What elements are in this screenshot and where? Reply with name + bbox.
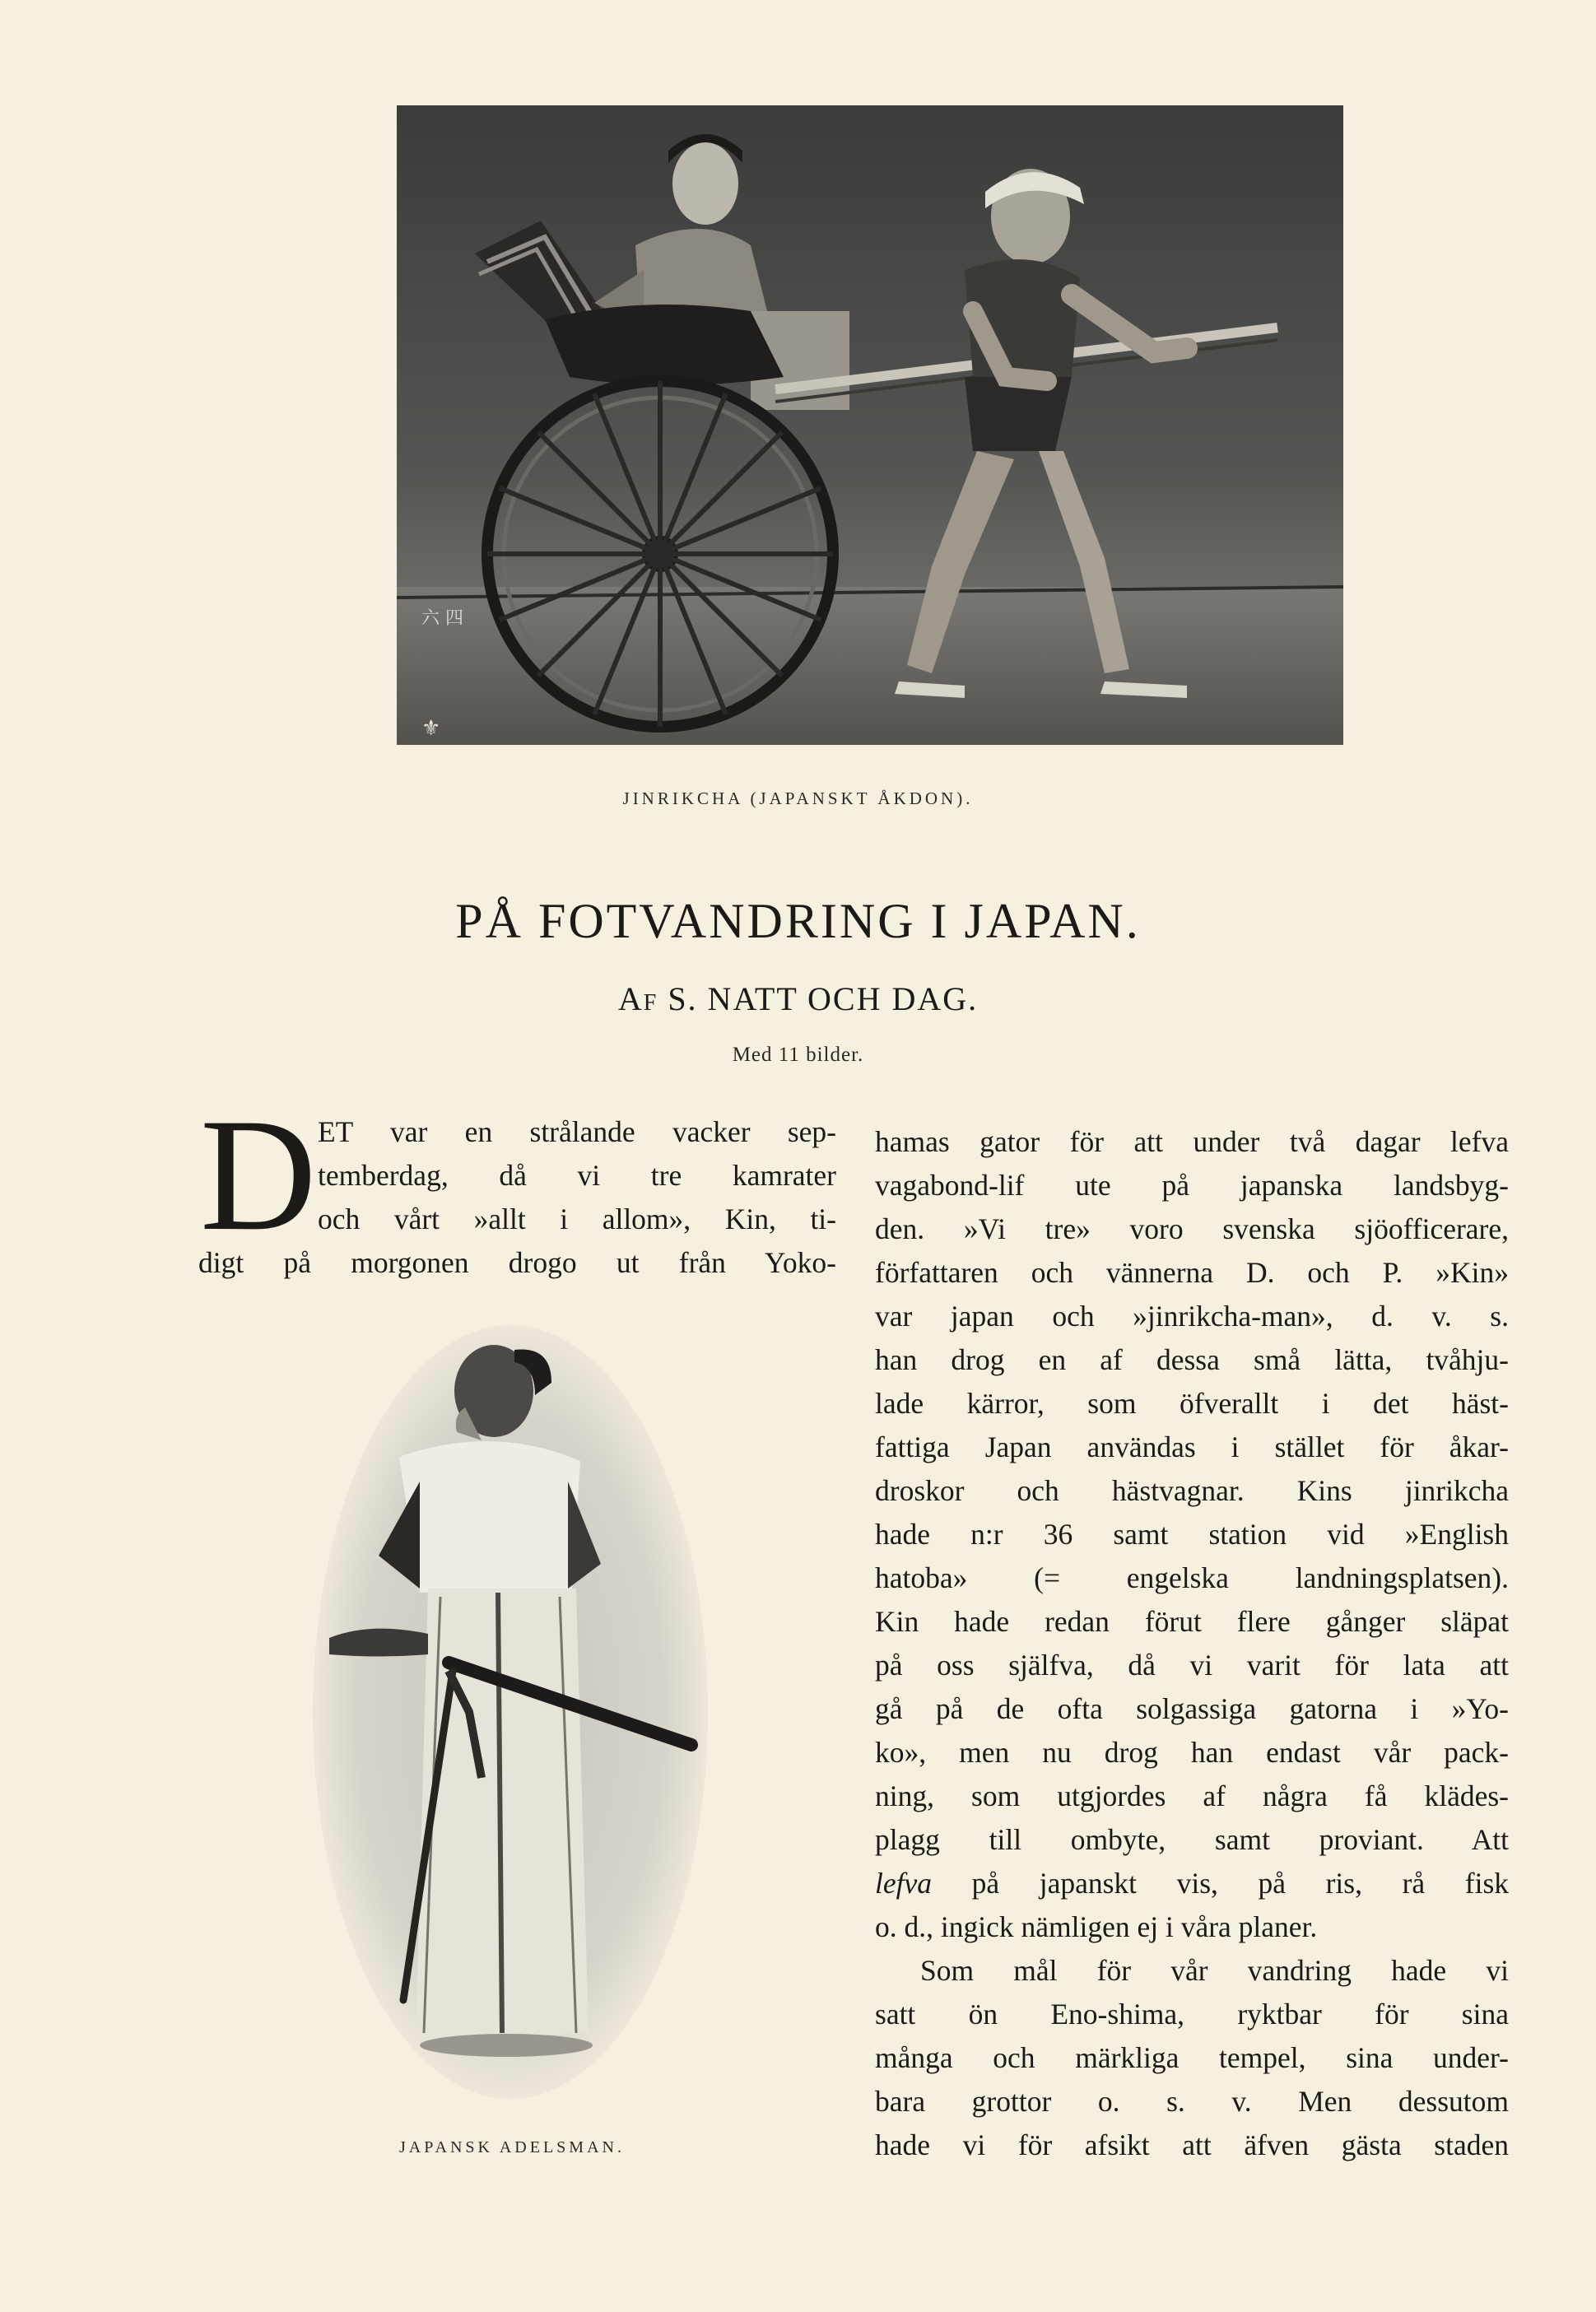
right-line-13: på oss själfva, då vi varit för lata att [875, 1649, 1509, 1682]
italic-word: lefva [875, 1867, 932, 1900]
image-count-note: Med 11 bilder. [732, 1044, 864, 1066]
right-line-22: många och märkliga tempel, sina under- [875, 2041, 1509, 2074]
right-line-17: plagg till ombyte, samt proviant. Att [875, 1823, 1509, 1856]
right-line-9: droskor och hästvagnar. Kins jinrikcha [875, 1474, 1509, 1507]
right-line-15: ko», men nu drog han endast vår pack- [875, 1736, 1509, 1769]
nobleman-illustration [305, 1317, 716, 2107]
svg-text:⚜: ⚜ [421, 716, 441, 741]
right-line-19: o. d., ingick nämligen ej i våra planer. [875, 1910, 1318, 1943]
right-line-4: författaren och vännerna D. och P. »Kin» [875, 1256, 1509, 1289]
svg-text:六 四: 六 四 [421, 608, 463, 629]
nobleman-photo [305, 1317, 716, 2107]
byline [0, 979, 1596, 1018]
rickshaw-illustration [397, 105, 1343, 745]
right-line-18: lefva på japanskt vis, på ris, rå fisk [875, 1867, 1510, 1900]
article-title: PÅ FOTVANDRING I JAPAN. [455, 894, 1141, 948]
right-line-24: hade vi för afsikt att äfven gästa staden [875, 2128, 1509, 2161]
right-line-11: hatoba» (= engelska landningsplatsen). [875, 1561, 1509, 1594]
right-line-12: Kin hade redan förut flere gånger släpat [875, 1605, 1509, 1638]
left-line-3: och vårt »allt i allom», Kin, ti- [318, 1203, 836, 1235]
right-line-5: var japan och »jinrikcha-man», d. v. s. [875, 1300, 1509, 1333]
right-line-23: bara grottor o. s. v. Men dessutom [875, 2085, 1509, 2118]
drop-cap: D [200, 1086, 317, 1264]
left-line-4: digt på morgonen drogo ut från Yoko- [198, 1246, 836, 1279]
byline-prefix: Af [617, 980, 658, 1017]
top-photo-caption: JINRIKCHA (JAPANSKT ÅKDON). [622, 788, 974, 808]
right-line-6: han drog en af dessa små lätta, tvåhju- [875, 1343, 1509, 1376]
portrait-caption: JAPANSK ADELSMAN. [399, 2138, 625, 2156]
left-line-1: ET var en strålande vacker sep- [318, 1115, 836, 1148]
right-line-10: hade n:r 36 samt station vid »English [875, 1518, 1509, 1551]
rickshaw-photo [397, 105, 1343, 745]
right-line-1: hamas gator för att under två dagar lefva [875, 1125, 1509, 1158]
right-line-16: ning, som utgjordes af några få klädes- [875, 1779, 1509, 1812]
right-line-3: den. »Vi tre» voro svenska sjöofficerare, [875, 1212, 1509, 1245]
right-line-21: satt ön Eno-shima, ryktbar för sina [875, 1998, 1509, 2031]
left-line-2: temberdag, då vi tre kamrater [318, 1159, 836, 1192]
right-line-7: lade kärror, som öfverallt i det häst- [875, 1387, 1509, 1420]
right-line-2: vagabond-lif ute på japanska landsbyg- [875, 1169, 1509, 1202]
right-line-14: gå på de ofta solgassiga gatorna i »Yo- [875, 1692, 1509, 1725]
right-line-20: Som mål för vår vandring hade vi [920, 1954, 1509, 1987]
byline-author: S. NATT OCH DAG. [668, 980, 979, 1017]
right-line-8: fattiga Japan användas i stället för åkar- [875, 1430, 1509, 1463]
